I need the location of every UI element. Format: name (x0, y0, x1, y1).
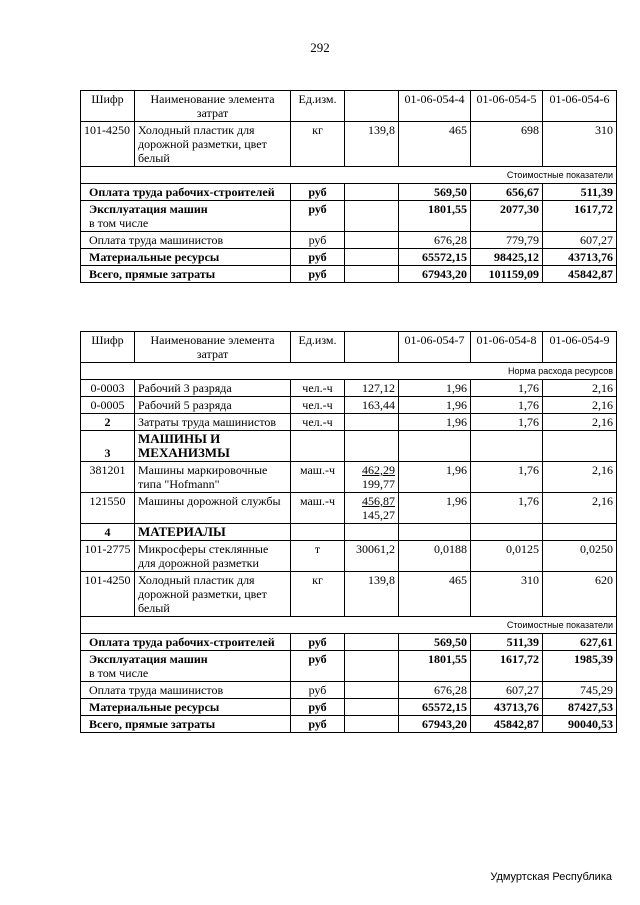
row-value: 0,0125 (471, 541, 543, 572)
row-value: 1,76 (471, 493, 543, 524)
row-code: 381201 (81, 462, 135, 493)
empty-cell (291, 524, 345, 541)
header-col-1: 01-06-054-4 (399, 91, 471, 122)
cost-value: 569,50 (399, 634, 471, 651)
cost-value: 1801,55 (399, 201, 471, 232)
cost-name: Всего, прямые затраты (81, 266, 291, 283)
section-title: МАШИНЫ И МЕХАНИЗМЫ (135, 431, 291, 462)
row-value: 2,16 (543, 493, 617, 524)
cost-name: Оплата труда машинистов (81, 682, 291, 699)
row-price-wrap (345, 462, 399, 493)
row-value: 2,16 (543, 414, 617, 431)
table-header-row (81, 332, 617, 363)
header-price (345, 332, 399, 363)
row-unit: чел.-ч (291, 397, 345, 414)
cost-value: 65572,15 (399, 249, 471, 266)
empty-cell (345, 232, 399, 249)
cost-unit: руб (291, 699, 345, 716)
row-value: 1,96 (399, 380, 471, 397)
row-unit: чел.-ч (291, 414, 345, 431)
section-row-machines (81, 431, 617, 462)
row-price-2: 145,27 (362, 508, 395, 522)
cost-unit: руб (291, 266, 345, 283)
header-col-3: 01-06-054-9 (543, 332, 617, 363)
cost-sub: в том числе (89, 666, 149, 680)
footer-region: Удмуртская Республика (490, 871, 612, 883)
cost-value: 511,39 (471, 634, 543, 651)
section-title: МАТЕРИАЛЫ (135, 524, 291, 541)
row-price: 462,29 (362, 463, 395, 477)
cost-name-wrap (81, 651, 291, 682)
empty-cell (345, 651, 399, 682)
header-price (345, 91, 399, 122)
cost-value: 779,79 (471, 232, 543, 249)
row-unit: кг (291, 572, 345, 617)
cost-table-1 (80, 90, 617, 283)
row-value: 2,16 (543, 462, 617, 493)
row-code: 101-2775 (81, 541, 135, 572)
cost-value: 511,39 (543, 184, 617, 201)
cost-value: 656,67 (471, 184, 543, 201)
cost-value: 67943,20 (399, 716, 471, 733)
row-price: 456,87 (362, 494, 395, 508)
row-value: 698 (471, 122, 543, 167)
row-value: 310 (471, 572, 543, 617)
row-value: 2,16 (543, 397, 617, 414)
cost-name: Эксплуатация машин (89, 202, 208, 216)
cost-value: 90040,53 (543, 716, 617, 733)
cost-row-labor (81, 184, 617, 201)
cost-value: 1617,72 (543, 201, 617, 232)
cost-value: 2077,30 (471, 201, 543, 232)
empty-cell (345, 431, 399, 462)
section-row-materials (81, 524, 617, 541)
row-name: Микросферы стеклянные для дорожной разметки (135, 541, 291, 572)
table-row (81, 462, 617, 493)
cost-row-total (81, 266, 617, 283)
header-col-1: 01-06-054-7 (399, 332, 471, 363)
row-unit: маш.-ч (291, 462, 345, 493)
empty-cell (345, 266, 399, 283)
empty-cell (543, 431, 617, 462)
empty-cell (291, 431, 345, 462)
cost-value: 43713,76 (543, 249, 617, 266)
row-unit: т (291, 541, 345, 572)
row-price: 30061,2 (345, 541, 399, 572)
row-price: 139,8 (345, 122, 399, 167)
row-name: Машины дорожной службы (135, 493, 291, 524)
cost-header: Стоимостные показатели (81, 167, 617, 184)
row-name: Рабочий 5 разряда (135, 397, 291, 414)
cost-value: 1801,55 (399, 651, 471, 682)
table-header-row (81, 91, 617, 122)
section-code: 3 (81, 431, 135, 462)
row-unit: маш.-ч (291, 493, 345, 524)
cost-value: 745,29 (543, 682, 617, 699)
cost-unit: руб (291, 634, 345, 651)
cost-value: 43713,76 (471, 699, 543, 716)
cost-unit: руб (291, 682, 345, 699)
row-code: 0-0005 (81, 397, 135, 414)
row-value: 1,76 (471, 380, 543, 397)
row-value: 1,96 (399, 493, 471, 524)
row-code: 121550 (81, 493, 135, 524)
cost-name: Всего, прямые затраты (81, 716, 291, 733)
cost-value: 676,28 (399, 682, 471, 699)
row-name: Затраты труда машинистов (135, 414, 291, 431)
empty-cell (471, 431, 543, 462)
header-unit: Ед.изм. (291, 332, 345, 363)
empty-cell (399, 524, 471, 541)
cost-unit: руб (291, 201, 345, 232)
row-value: 620 (543, 572, 617, 617)
cost-name: Оплата труда рабочих-строителей (81, 634, 291, 651)
norm-header: Норма расхода ресурсов (81, 363, 617, 380)
row-unit: чел.-ч (291, 380, 345, 397)
empty-cell (543, 524, 617, 541)
cost-row-labor (81, 634, 617, 651)
cost-unit: руб (291, 651, 345, 682)
cost-name: Эксплуатация машин (89, 652, 208, 666)
cost-unit: руб (291, 232, 345, 249)
cost-row-total (81, 716, 617, 733)
cost-name: Оплата труда рабочих-строителей (81, 184, 291, 201)
cost-row-machines (81, 201, 617, 232)
cost-value: 1985,39 (543, 651, 617, 682)
row-value: 0,0188 (399, 541, 471, 572)
row-code: 0-0003 (81, 380, 135, 397)
row-price: 163,44 (345, 397, 399, 414)
cost-name: Материальные ресурсы (81, 699, 291, 716)
cost-name-wrap (81, 201, 291, 232)
row-value: 1,76 (471, 397, 543, 414)
cost-unit: руб (291, 249, 345, 266)
row-value: 465 (399, 122, 471, 167)
cost-value: 1617,72 (471, 651, 543, 682)
row-value: 0,0250 (543, 541, 617, 572)
section-code: 4 (81, 524, 135, 541)
cost-row-materials (81, 699, 617, 716)
header-code: Шифр (81, 91, 135, 122)
cost-value: 607,27 (471, 682, 543, 699)
row-value: 1,76 (471, 462, 543, 493)
cost-row-materials (81, 249, 617, 266)
row-value: 1,96 (399, 462, 471, 493)
row-name: Машины маркировочные типа "Hofmann" (135, 462, 291, 493)
cost-value: 65572,15 (399, 699, 471, 716)
cost-value: 627,61 (543, 634, 617, 651)
table-row (81, 122, 617, 167)
empty-cell (345, 414, 399, 431)
cost-header: Стоимостные показатели (81, 617, 617, 634)
row-name: Холодный пластик для дорожной разметки, цвет белый (135, 122, 291, 167)
row-price: 139,8 (345, 572, 399, 617)
norm-header-row (81, 363, 617, 380)
row-code: 101-4250 (81, 572, 135, 617)
row-price-wrap (345, 493, 399, 524)
header-col-2: 01-06-054-8 (471, 332, 543, 363)
cost-value: 676,28 (399, 232, 471, 249)
cost-value: 101159,09 (471, 266, 543, 283)
header-code: Шифр (81, 332, 135, 363)
row-value: 1,96 (399, 397, 471, 414)
table-row (81, 541, 617, 572)
cost-table-2 (80, 331, 617, 733)
table-row (81, 380, 617, 397)
row-name: Холодный пластик для дорожной разметки, цвет белый (135, 572, 291, 617)
row-name: Рабочий 3 разряда (135, 380, 291, 397)
cost-row-operators (81, 232, 617, 249)
row-value: 2,16 (543, 380, 617, 397)
cost-value: 569,50 (399, 184, 471, 201)
row-unit: кг (291, 122, 345, 167)
row-code: 2 (81, 414, 135, 431)
cost-value: 607,27 (543, 232, 617, 249)
table-row (81, 493, 617, 524)
empty-cell (345, 634, 399, 651)
empty-cell (345, 682, 399, 699)
table-row (81, 397, 617, 414)
row-price-2: 199,77 (362, 477, 395, 491)
cost-name: Материальные ресурсы (81, 249, 291, 266)
row-price: 127,12 (345, 380, 399, 397)
row-value: 1,76 (471, 414, 543, 431)
cost-header-row (81, 617, 617, 634)
cost-value: 67943,20 (399, 266, 471, 283)
page-number: 292 (310, 40, 330, 55)
empty-cell (471, 524, 543, 541)
cost-row-machines (81, 651, 617, 682)
cost-row-operators (81, 682, 617, 699)
empty-cell (345, 201, 399, 232)
empty-cell (345, 716, 399, 733)
cost-value: 98425,12 (471, 249, 543, 266)
empty-cell (345, 699, 399, 716)
row-value: 310 (543, 122, 617, 167)
row-code: 101-4250 (81, 122, 135, 167)
empty-cell (345, 249, 399, 266)
cost-name: Оплата труда машинистов (81, 232, 291, 249)
cost-unit: руб (291, 716, 345, 733)
header-name: Наименование элемента затрат (135, 332, 291, 363)
header-col-3: 01-06-054-6 (543, 91, 617, 122)
row-value: 1,96 (399, 414, 471, 431)
empty-cell (345, 524, 399, 541)
header-col-2: 01-06-054-5 (471, 91, 543, 122)
cost-value: 87427,53 (543, 699, 617, 716)
table-row (81, 572, 617, 617)
cost-sub: в том числе (89, 216, 149, 230)
empty-cell (399, 431, 471, 462)
cost-value: 45842,87 (543, 266, 617, 283)
cost-value: 45842,87 (471, 716, 543, 733)
header-name: Наименование элемента затрат (135, 91, 291, 122)
empty-cell (345, 184, 399, 201)
header-unit: Ед.изм. (291, 91, 345, 122)
cost-header-row (81, 167, 617, 184)
table-row (81, 414, 617, 431)
cost-unit: руб (291, 184, 345, 201)
row-value: 465 (399, 572, 471, 617)
